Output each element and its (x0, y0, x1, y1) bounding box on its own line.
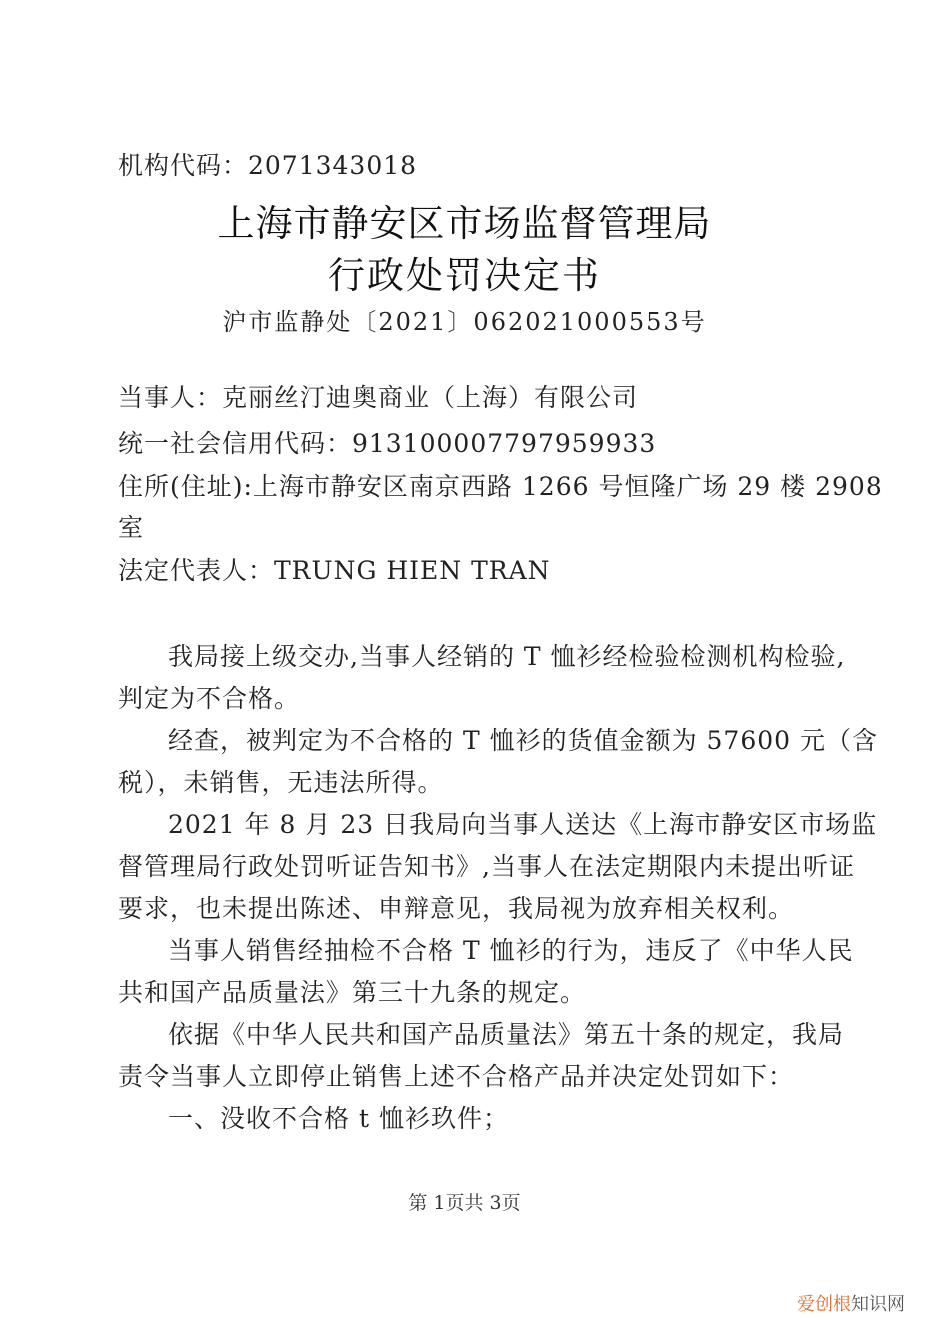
address-line-1: 住所(住址):上海市静安区南京西路 1266 号恒隆广场 29 楼 2908 (118, 472, 883, 501)
page-footer: 第 1页共 3页 (408, 1192, 521, 1214)
document-number: 沪市监静处〔2021〕062021000553号 (222, 308, 707, 336)
legal-representative: 法定代表人：TRUNG HIEN TRAN (118, 556, 551, 585)
body-line: 2021 年 8 月 23 日我局向当事人送达《上海市静安区市场监 (168, 810, 878, 839)
watermark (797, 1290, 905, 1316)
watermark-suffix: 知识网 (851, 1294, 905, 1315)
body-line: 经查，被判定为不合格的 T 恤衫的货值金额为 57600 元（含 (168, 726, 878, 755)
document-title: 上海市静安区市场监督管理局 (217, 202, 712, 245)
body-line: 依据《中华人民共和国产品质量法》第五十条的规定，我局 (168, 1020, 845, 1049)
watermark-brand: 爱创根 (797, 1294, 851, 1315)
org-code: 机构代码：2071343018 (118, 151, 418, 180)
body-line: 一、没收不合格 t 恤衫玖件； (168, 1104, 509, 1133)
party-name: 当事人：克丽丝汀迪奥商业（上海）有限公司 (118, 383, 639, 412)
body-line: 共和国产品质量法》第三十九条的规定。 (118, 978, 587, 1007)
document-subtitle: 行政处罚决定书 (328, 254, 601, 297)
address-line-2: 室 (118, 513, 145, 542)
body-line: 我局接上级交办,当事人经销的 T 恤衫经检验检测机构检验, (168, 642, 846, 671)
body-line: 当事人销售经抽检不合格 T 恤衫的行为，违反了《中华人民 (168, 936, 854, 965)
body-line: 判定为不合格。 (118, 684, 301, 713)
credit-code: 统一社会信用代码：913100007797959933 (118, 429, 657, 458)
body-line: 督管理局行政处罚听证告知书》,当事人在法定期限内未提出听证 (118, 852, 855, 881)
body-line: 要求，也未提出陈述、申辩意见，我局视为放弃相关权利。 (118, 894, 795, 923)
body-line: 税），未销售，无违法所得。 (118, 768, 444, 797)
body-line: 责令当事人立即停止销售上述不合格产品并决定处罚如下： (118, 1062, 795, 1091)
